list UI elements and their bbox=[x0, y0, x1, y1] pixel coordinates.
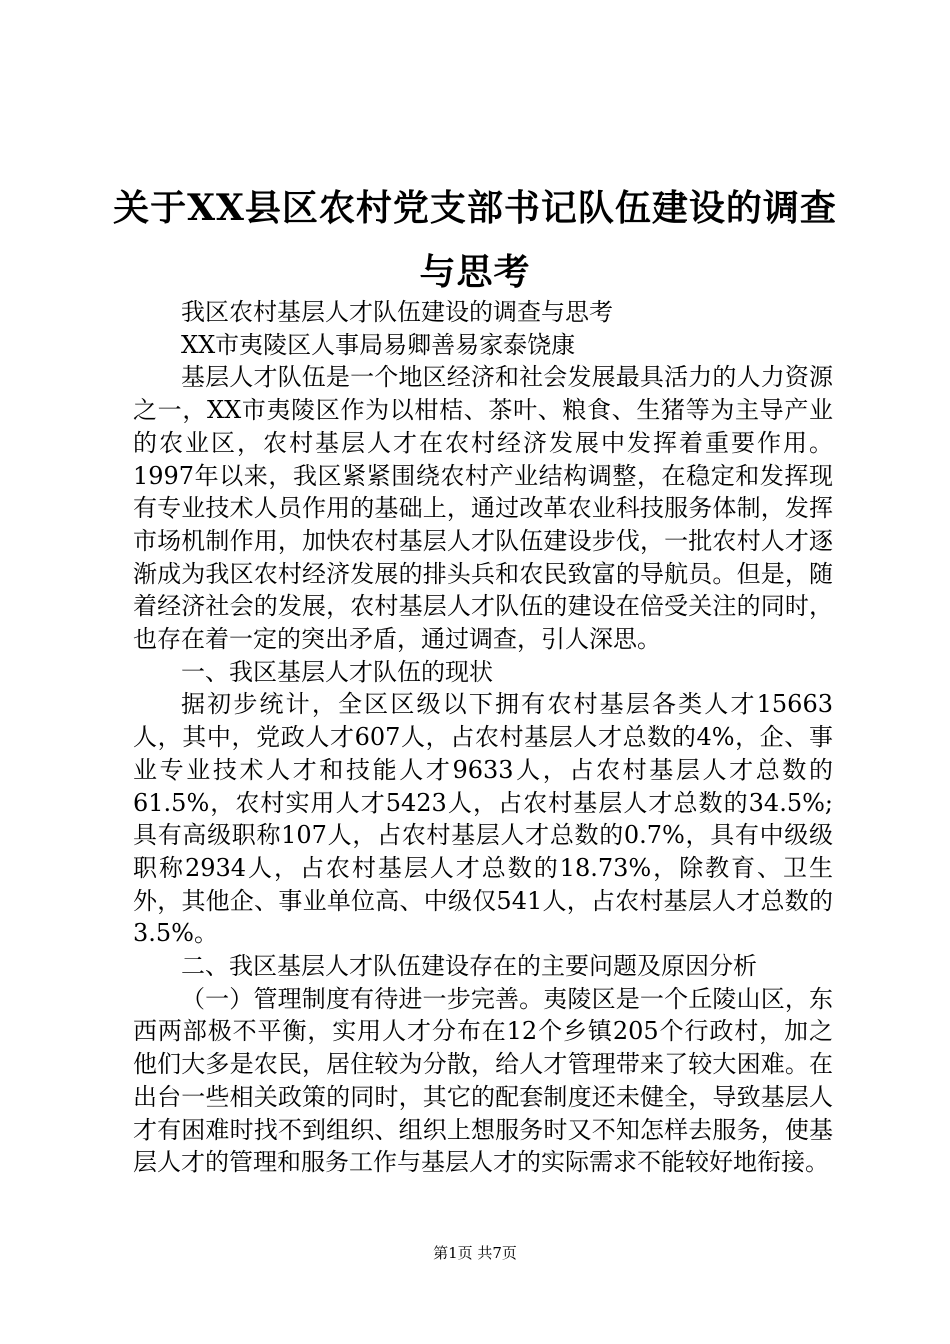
paragraph-intro: 基层人才队伍是一个地区经济和社会发展最具活力的人力资源之一，XX市夷陵区作为以柑桔、茶叶、粮食、生猪等为主导产业的农业区，农村基层人才在农村经济发展中发挥着重要作用。1997年以来，我区紧紧围绕农村产业结构调整，在稳定和发挥现有专业技术人员作用的基础上，通过改革农业科技服务体制，发挥市场机制作用，加快农村基层人才队伍建设步伐，一批农村人才逐渐成为我区农村经济发展的排头兵和农民致富的导航员。但是，随着经济社会的发展，农村基层人才队伍的建设在倍受关注的同时，也存在着一定的突出矛盾，通过调查，引人深思。 bbox=[133, 363, 833, 654]
paragraph-authors: XX市夷陵区人事局易卿善易家泰饶康 bbox=[181, 330, 576, 359]
section-heading-1: 一、我区基层人才队伍的现状 bbox=[181, 657, 493, 686]
document-title-line-2: 与思考 bbox=[419, 251, 531, 293]
paragraph-subtitle: 我区农村基层人才队伍建设的调查与思考 bbox=[181, 298, 613, 326]
section-heading-2: 二、我区基层人才队伍建设存在的主要问题及原因分析 bbox=[181, 952, 757, 981]
paragraph-management: （一）管理制度有待进一步完善。夷陵区是一个丘陵山区，东西两部极不平衡，实用人才分布在12个乡镇205个行政村，加之他们大多是农民，居住较为分散，给人才管理带来了较大困难。在出台一些相关政策的同时，其它的配套制度还未健全，导致基层人才有困难时找不到组织、组织上想服务时又不知怎样去服务，使基层人才的管理和服务工作与基层人才的实际需求不能较好地衔接。 bbox=[133, 984, 833, 1177]
paragraph-statistics: 据初步统计，全区区级以下拥有农村基层各类人才15663人，其中，党政人才607人，占农村基层人才总数的4%，企、事业专业技术人才和技能人才9633人，占农村基层人才总数的61.5%，农村实用人才5423人，占农村基层人才总数的34.5%;具有高级职称107人，占农村基层人才总数的0.7%，具有中级级职称2934人，占农村基层人才总数的18.73%，除教育、卫生外，其他企、事业单位高、中级仅541人，占农村基层人才总数的3.5%。 bbox=[133, 690, 833, 948]
page-number-footer: 第1页 共7页 bbox=[433, 1244, 517, 1262]
document-title-line-1: 关于XX县区农村党支部书记队伍建设的调查 bbox=[113, 187, 837, 229]
document-body bbox=[133, 296, 833, 1179]
